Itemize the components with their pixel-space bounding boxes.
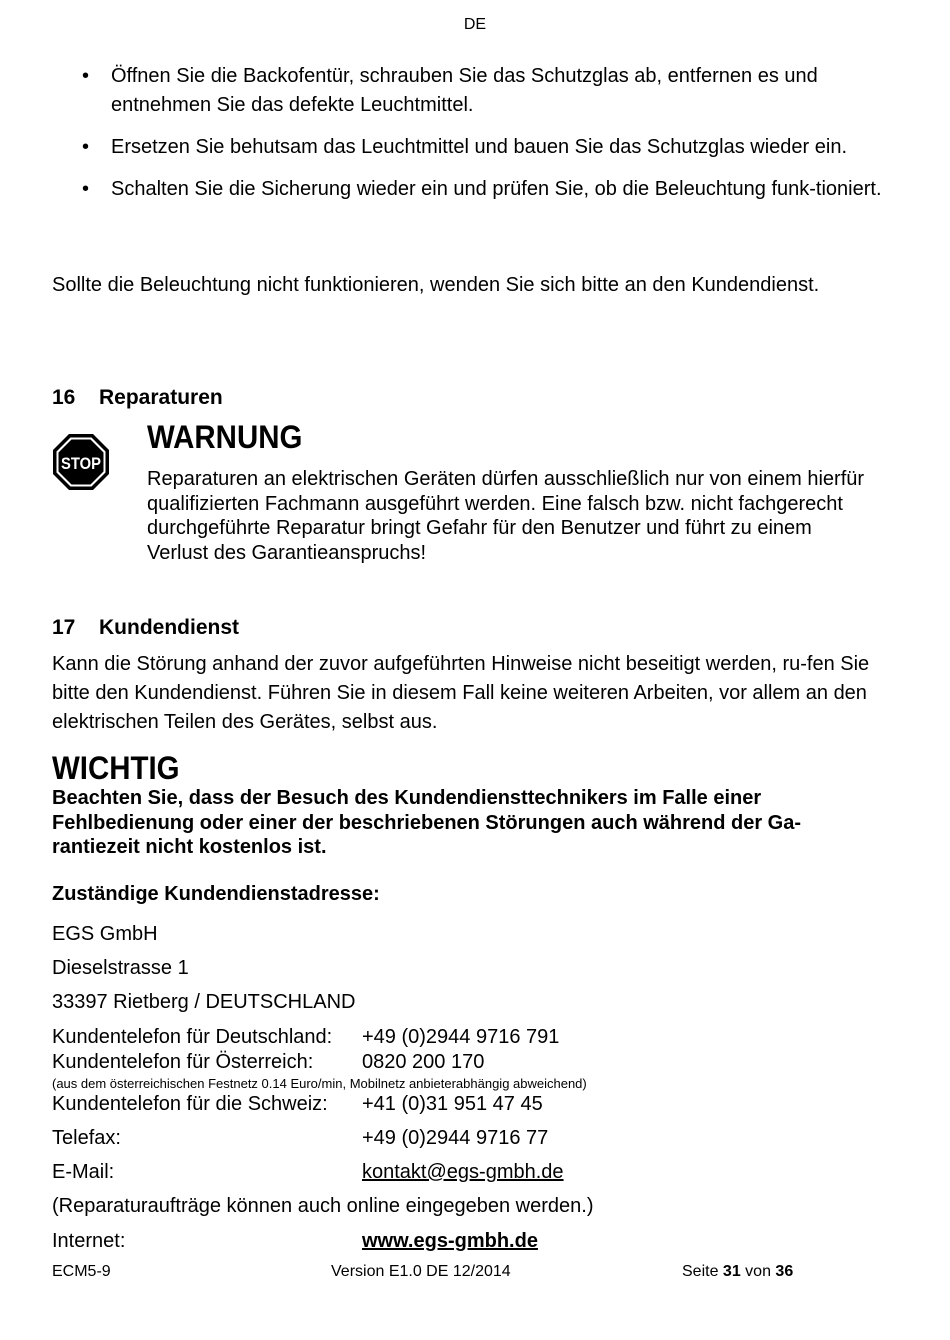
fax-label: Telefax:	[52, 1127, 121, 1149]
page-current: 31	[722, 1263, 741, 1280]
language-marker: DE	[463, 16, 487, 33]
internet-label: Internet:	[52, 1230, 126, 1252]
important-title: WICHTIG	[52, 750, 180, 786]
section-heading-17	[52, 616, 239, 640]
section-number: 16	[52, 386, 76, 409]
phone-austria-row	[52, 1051, 484, 1074]
section-number: 17	[52, 616, 76, 639]
austria-rate-note: (aus dem österreichischen Festnetz 0.14 Euro/min, Mobilnetz anbieterabhängig abweichend)	[52, 1076, 587, 1091]
list-item: • Schalten Sie die Sicherung wieder ein und prüfen Sie, ob die Beleuchtung funk-tioniert.	[52, 175, 892, 204]
page-of: von	[745, 1263, 771, 1280]
stop-sign-icon	[52, 433, 110, 491]
phone-germany-value: +49 (0)2944 9716 791	[362, 1026, 560, 1048]
phone-switzerland-label: Kundentelefon für die Schweiz:	[52, 1093, 328, 1115]
warning-text: Reparaturen an elektrischen Geräten dürfen ausschließlich nur von einem hierfür qualifizierten Fachmann ausgeführt werden. Eine falsch bzw. nicht fachgerecht durchgeführte Reparatur bringt Gefahr für den Benutzer und führt zu einem Verlust des Garantieanspruchs!	[147, 468, 865, 564]
footer-model: ECM5-9	[52, 1263, 111, 1280]
section-heading-16	[52, 386, 223, 410]
fax-value: +49 (0)2944 9716 77	[362, 1127, 549, 1149]
bullet-list	[52, 62, 892, 217]
paragraph-customer-service: Kann die Störung anhand der zuvor aufgeführten Hinweise nicht beseitigt werden, ru-fen Sie bitte den Kundendienst. Führen Sie in diesem Fall keine weiteren Arbeiten, vor allem an den elektrischen Teilen des Gerätes, selbst aus.	[52, 653, 870, 733]
footer-page-number	[682, 1263, 793, 1281]
street: Dieselstrasse 1	[52, 957, 189, 979]
online-repair-note: (Reparaturaufträge können auch online eingegeben werden.)	[52, 1195, 594, 1217]
footer-version: Version E1.0 DE 12/2014	[331, 1263, 511, 1280]
paragraph-lighting-note: Sollte die Beleuchtung nicht funktionieren, wenden Sie sich bitte an den Kundendienst.	[52, 274, 820, 296]
fax-row	[52, 1127, 548, 1150]
email-label: E-Mail:	[52, 1161, 115, 1183]
section-title: Reparaturen	[99, 386, 223, 409]
city: 33397 Rietberg / DEUTSCHLAND	[52, 991, 356, 1013]
list-item: • Ersetzen Sie behutsam das Leuchtmittel und bauen Sie das Schutzglas wieder ein.	[52, 133, 892, 162]
page-total: 36	[775, 1263, 794, 1280]
address-heading: Zuständige Kundendienstadresse:	[52, 883, 380, 905]
list-item: • Öffnen Sie die Backofentür, schrauben Sie das Schutzglas ab, entfernen es und entnehmen Sie das defekte Leuchtmittel.	[52, 62, 892, 120]
email-link[interactable]: kontakt@egs-gmbh.de	[362, 1161, 564, 1183]
important-text: Beachten Sie, dass der Besuch des Kundendiensttechnikers im Falle einer Fehlbedienung oder einer der beschriebenen Störungen auch während der Ga-rantiezeit nicht kostenlos ist.	[52, 787, 802, 858]
section-title: Kundendienst	[99, 616, 239, 639]
stop-sign-label: STOP	[61, 454, 101, 473]
phone-germany-label: Kundentelefon für Deutschland:	[52, 1026, 333, 1048]
internet-row	[52, 1230, 538, 1253]
email-row	[52, 1161, 564, 1184]
phone-austria-label: Kundentelefon für Österreich:	[52, 1051, 314, 1073]
website-link[interactable]: www.egs-gmbh.de	[362, 1230, 538, 1252]
phone-austria-value: 0820 200 170	[362, 1051, 485, 1073]
phone-switzerland-row	[52, 1093, 543, 1116]
phone-switzerland-value: +41 (0)31 951 47 45	[362, 1093, 543, 1115]
phone-germany-row	[52, 1026, 559, 1049]
company-name: EGS GmbH	[52, 923, 158, 945]
page-prefix: Seite	[682, 1263, 719, 1280]
warning-title: WARNUNG	[147, 419, 303, 455]
